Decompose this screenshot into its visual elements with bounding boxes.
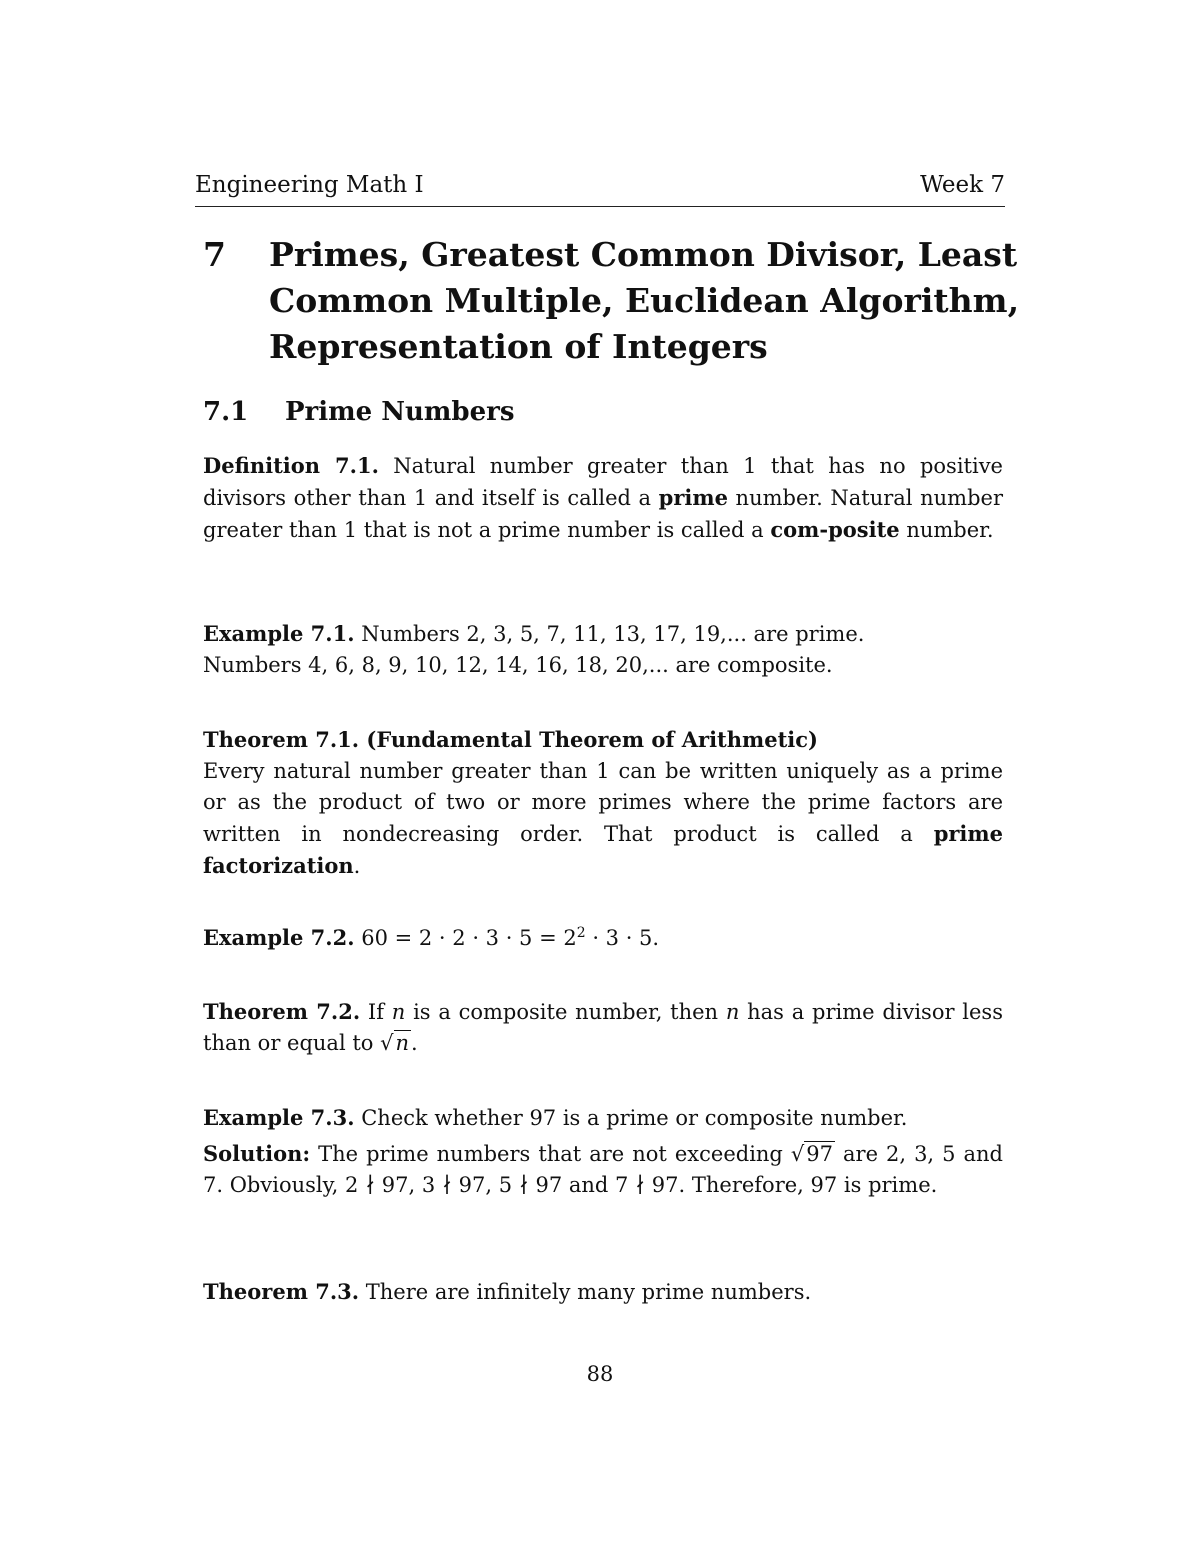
section-number: 7.1 [203,397,249,427]
example-line: Numbers 4, 6, 8, 9, 10, 12, 14, 16, 18, 20,... are composite. [203,653,833,677]
header-week: Week 7 [920,172,1005,198]
solution-text: The prime numbers that are not exceeding [310,1142,791,1166]
solution-label: Solution: [203,1141,311,1166]
square-root [791,1139,835,1170]
theorem-text: Every natural number greater than 1 can be written uniquely as a prime or as the product of two or more primes where the prime factors are written in nondecreasing order. That product is called a [203,759,1003,846]
chapter-title: Primes, Greatest Common Divisor, Least Common Multiple, Euclidean Algorithm, Representation of Integers [269,235,1020,366]
example-line: Numbers 2, 3, 5, 7, 11, 13, 17, 19,... are prime. [354,622,865,646]
theorem-text: If [360,1000,392,1024]
math-expression: · 3 · 5. [585,926,660,950]
header-course: Engineering Math I [195,172,424,198]
definition-text: Natural number greater than 1 that has no positive divisors other than 1 and itself is called a [203,454,1003,510]
theorem-7-2 [203,996,1003,1059]
radicand: 97 [806,1142,834,1166]
math-expression: 60 = 2 · 2 · 3 · 5 = 2 [354,926,577,950]
variable-n: n [391,1000,406,1024]
definition-label: Definition 7.1. [203,453,379,478]
definition-text: number. [899,518,994,542]
theorem-name: (Fundamental Theorem of Arithmetic) [359,727,818,752]
variable-n: n [725,1000,740,1024]
page-number: 88 [586,1362,614,1386]
term-prime-factorization: prime factorization [203,821,1003,878]
theorem-label: Theorem 7.2. [203,999,361,1024]
example-question: Check whether 97 is a prime or composite number. [354,1106,908,1130]
solution-text: are 2, 3, 5 and 7. Obviously, 2 ∤ 97, 3 ∤ 97, 5 ∤ 97 and 7 ∤ 97. Therefore, 97 is prime. [203,1142,1003,1197]
theorem-label: Theorem 7.3. [203,1279,360,1304]
running-header [195,172,1005,207]
square-root [380,1028,411,1059]
radical-sign: √ [380,1031,394,1055]
example-label: Example 7.3. [203,1105,355,1130]
example-label: Example 7.1. [203,621,355,646]
theorem-text: is a composite number, then [405,1000,726,1024]
definition-text: number. Natural number greater than 1 that is not a prime number is called a [203,486,1003,542]
example-label: Example 7.2. [203,925,355,950]
term-composite: com-posite [770,517,900,542]
example-7-3 [203,1102,1003,1201]
section-title: Prime Numbers [285,397,515,427]
term-prime: prime [658,485,728,510]
theorem-label: Theorem 7.1. [203,727,360,752]
definition-7-1 [203,450,1003,546]
theorem-text: . [411,1031,418,1055]
theorem-text: . [353,854,361,878]
radicand: n [395,1031,410,1055]
section-heading [203,397,514,427]
example-7-1 [203,618,1003,681]
theorem-text: There are infinitely many prime numbers. [359,1280,812,1304]
exponent: 2 [576,925,586,941]
theorem-7-3 [203,1276,1003,1308]
radical-sign: √ [790,1142,805,1166]
theorem-7-1 [203,724,1003,882]
theorem-text: has a prime divisor less than or equal to [203,1000,1003,1055]
example-7-2 [203,922,1003,954]
chapter-number: 7 [203,235,226,274]
